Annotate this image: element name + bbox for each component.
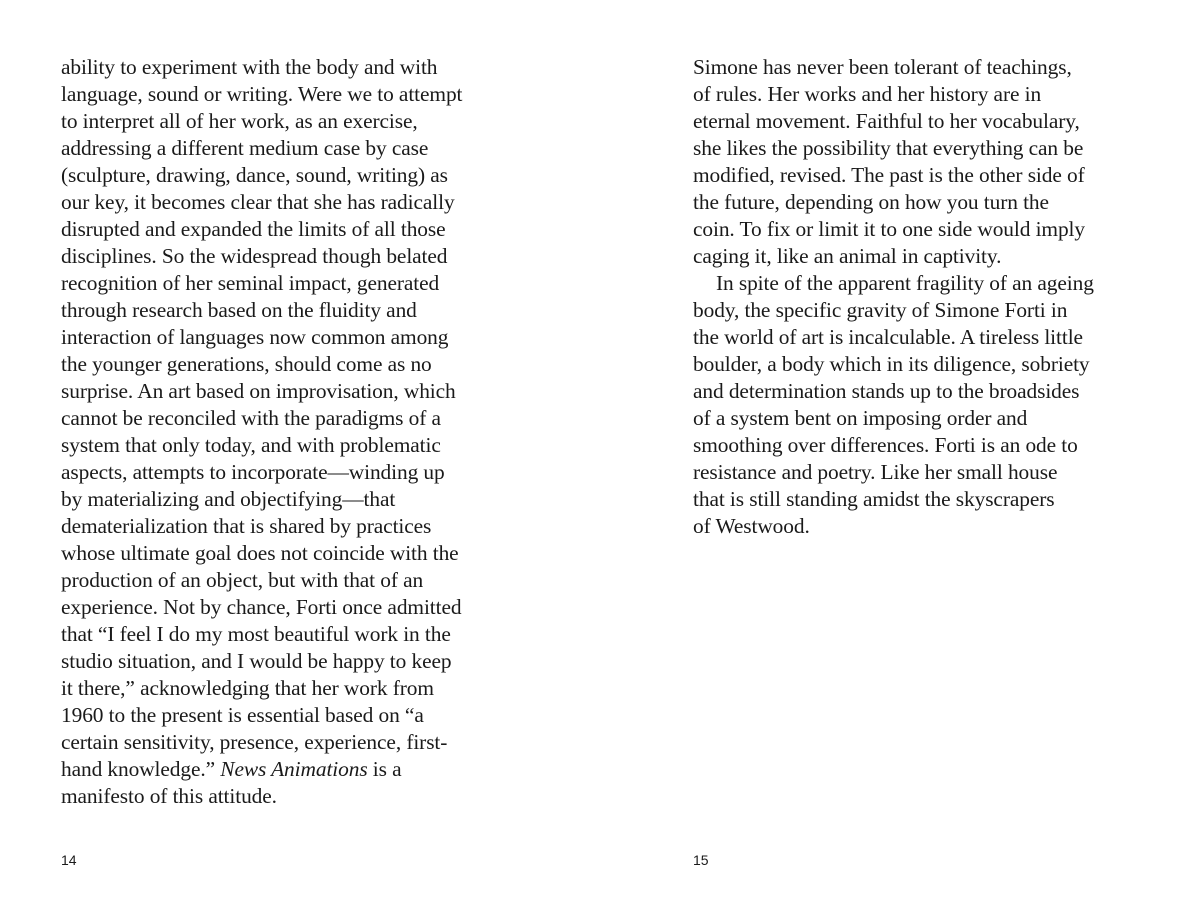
text-line: smoothing over differences. Forti is an ode to: [693, 433, 1078, 457]
text-line: that “I feel I do my most beautiful work in the: [61, 622, 451, 646]
text-line: and determination stands up to the broadsides: [693, 379, 1080, 403]
text-line: of a system bent on imposing order and: [693, 406, 1028, 430]
text-line: In spite of the apparent fragility of an ageing: [716, 271, 1094, 295]
page-number: 14: [61, 852, 77, 868]
text-line: coin. To fix or limit it to one side would imply: [693, 217, 1085, 241]
left-page-body-text: [61, 54, 501, 810]
text-line: whose ultimate goal does not coincide with the: [61, 541, 459, 565]
text-line: manifesto of this attitude.: [61, 784, 277, 808]
text-segment: is a: [367, 757, 402, 781]
text-line: to interpret all of her work, as an exercise,: [61, 109, 418, 133]
text-line: modified, revised. The past is the other side of: [693, 163, 1085, 187]
text-line: caging it, like an animal in captivity.: [693, 244, 1002, 268]
text-line: cannot be reconciled with the paradigms of a: [61, 406, 441, 430]
text-line: eternal movement. Faithful to her vocabulary,: [693, 109, 1080, 133]
paragraph: [693, 54, 1133, 270]
text-line: surprise. An art based on improvisation, which: [61, 379, 456, 403]
text-line: addressing a different medium case by case: [61, 136, 429, 160]
text-line: disrupted and expanded the limits of all those: [61, 217, 446, 241]
page-number: 15: [693, 852, 709, 868]
paragraph: [693, 270, 1133, 540]
text-line: she likes the possibility that everything can be: [693, 136, 1084, 160]
text-line: ability to experiment with the body and with: [61, 55, 438, 79]
text-line: system that only today, and with problematic: [61, 433, 441, 457]
text-line: that is still standing amidst the skyscrapers: [693, 487, 1055, 511]
text-line: language, sound or writing. Were we to attempt: [61, 82, 463, 106]
text-segment: hand knowledge.”: [61, 757, 221, 781]
text-line: of Westwood.: [693, 514, 810, 538]
text-line: aspects, attempts to incorporate—winding up: [61, 460, 445, 484]
text-line: body, the specific gravity of Simone Forti in: [693, 298, 1068, 322]
text-line: [61, 756, 501, 783]
text-line: of rules. Her works and her history are in: [693, 82, 1042, 106]
text-line: the younger generations, should come as no: [61, 352, 432, 376]
text-line: recognition of her seminal impact, generated: [61, 271, 440, 295]
text-line: experience. Not by chance, Forti once admitted: [61, 595, 462, 619]
text-line: through research based on the fluidity and: [61, 298, 417, 322]
text-line: the future, depending on how you turn the: [693, 190, 1049, 214]
text-line: 1960 to the present is essential based on “a: [61, 703, 424, 727]
text-line: the world of art is incalculable. A tireless little: [693, 325, 1083, 349]
text-line: Simone has never been tolerant of teachings,: [693, 55, 1072, 79]
right-page-body-text: [693, 54, 1133, 540]
text-line: it there,” acknowledging that her work from: [61, 676, 434, 700]
text-line: studio situation, and I would be happy to keep: [61, 649, 452, 673]
right-page: [599, 0, 1198, 912]
text-line: (sculpture, drawing, dance, sound, writing) as: [61, 163, 448, 187]
text-line: disciplines. So the widespread though belated: [61, 244, 448, 268]
text-line: interaction of languages now common among: [61, 325, 449, 349]
text-line: our key, it becomes clear that she has radically: [61, 190, 455, 214]
text-line: resistance and poetry. Like her small house: [693, 460, 1058, 484]
work-title-news-animations: News Animations: [220, 757, 368, 781]
text-line: certain sensitivity, presence, experience, first-: [61, 730, 448, 754]
text-line: boulder, a body which in its diligence, sobriety: [693, 352, 1090, 376]
text-line: dematerialization that is shared by practices: [61, 514, 432, 538]
text-line: by materializing and objectifying—that: [61, 487, 396, 511]
text-line: production of an object, but with that of an: [61, 568, 424, 592]
